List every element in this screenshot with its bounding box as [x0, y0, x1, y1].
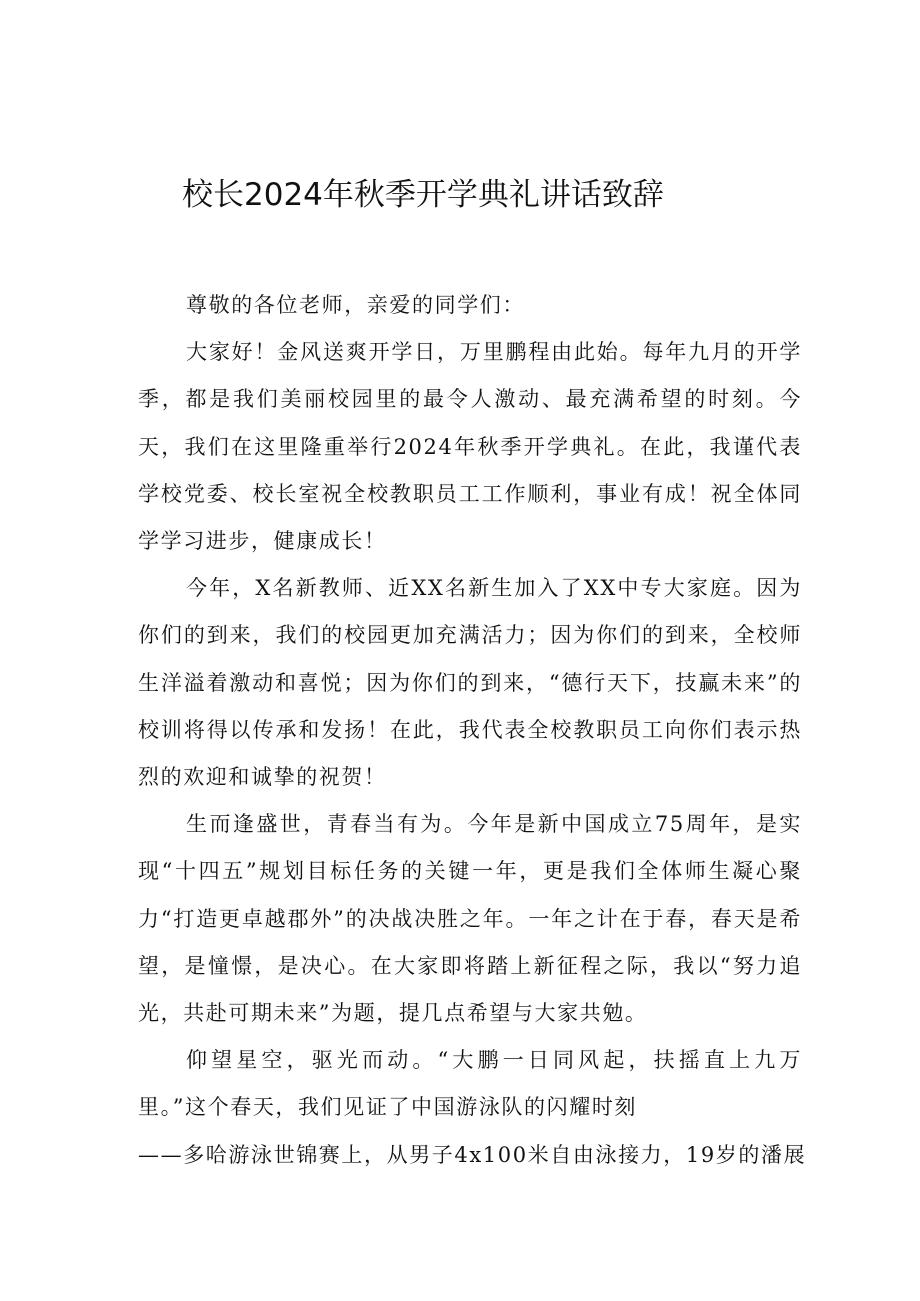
paragraph-3: 生而逢盛世，青春当有为。今年是新中国成立75周年，是实现“十四五”规划目标任务的关键一年，更是我们全体师生凝心聚力“打造更卓越郡外”的决战决胜之年。一年之计在于春，春天是希望，是憧憬，是决心。在大家即将踏上新征程之际，我以“努力追光，共赴可期未来”为题，提几点希望与大家共勉。: [138, 812, 802, 1026]
document-body: [138, 282, 807, 1179]
document-title: 校长2024年秋季开学典礼讲话致辞: [182, 177, 664, 213]
paragraph-4-continuation: ——多哈游泳世锦赛上，从男子4x100米自由泳接力，19岁的潘展: [138, 1142, 807, 1167]
salutation: 尊敬的各位老师，亲爱的同学们：: [186, 293, 525, 317]
paragraph-2: 今年，X名新教师、近XX名新生加入了XX中专大家庭。因为你们的到来，我们的校园更加充满活力；因为你们的到来，全校师生洋溢着激动和喜悦；因为你们的到来，“德行天下，技赢未来”的校训将得以传承和发扬！在此，我代表全校教职员工向你们表示热烈的欢迎和诚挚的祝贺！: [138, 576, 802, 790]
paragraph-1: 大家好！金风送爽开学日，万里鹏程由此始。每年九月的开学季，都是我们美丽校园里的最令人激动、最充满希望的时刻。今天，我们在这里隆重举行2024年秋季开学典礼。在此，我谨代表学校党委、校长室祝全校教职员工工作顺利，事业有成！祝全体同学学习进步，健康成长！: [138, 340, 802, 554]
paragraph-4: 仰望星空，驱光而动。“大鹏一日同风起，扶摇直上九万里。”这个春天，我们见证了中国游泳队的闪耀时刻: [138, 1048, 802, 1120]
